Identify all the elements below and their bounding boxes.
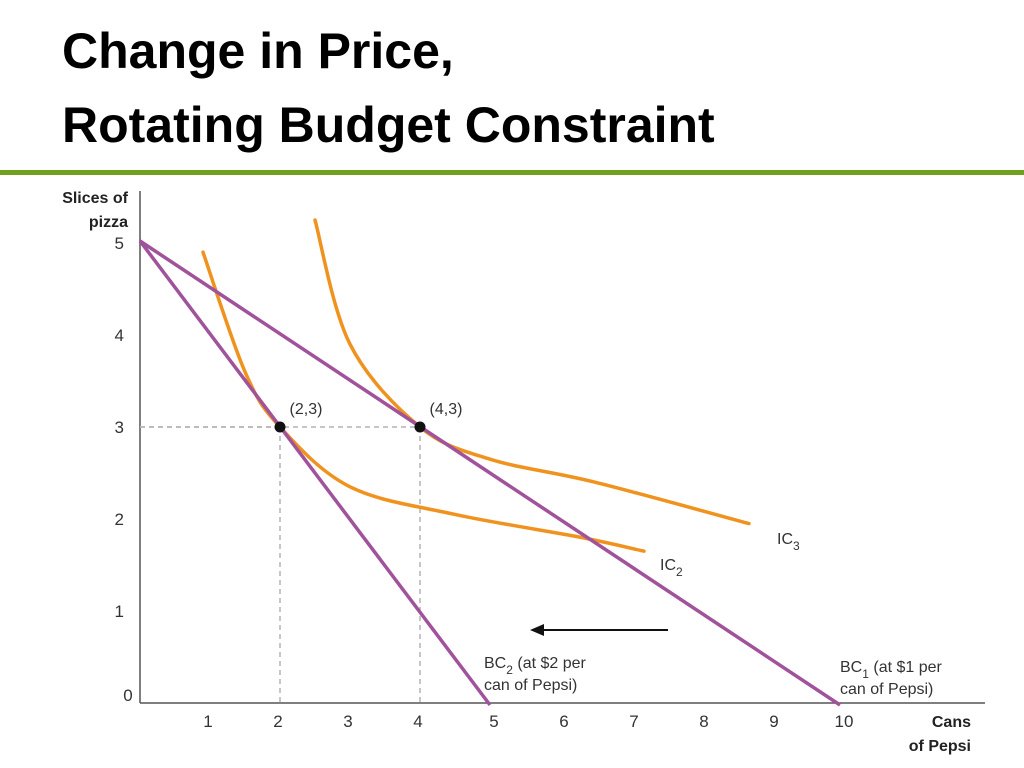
- bc1-label: $BC_1$ (at $1 per: [840, 659, 942, 681]
- y-tick-label: 2: [114, 510, 124, 529]
- indifference-curve-ic3: [315, 220, 749, 524]
- ic3-label: $IC_3$: [777, 531, 800, 553]
- x-tick-label: 2: [273, 712, 283, 731]
- y-axis-title: Slices of: [62, 190, 128, 207]
- y-tick-label: 3: [114, 418, 124, 437]
- y-tick-label: 4: [114, 326, 124, 345]
- consumption-point: [275, 422, 286, 433]
- x-tick-label: 10: [834, 712, 854, 731]
- x-axis-title: of Pepsi: [908, 738, 971, 755]
- bc1-label-line2: can of Pepsi): [840, 681, 934, 698]
- title-divider: [0, 170, 1024, 175]
- point-label: (4,3): [429, 401, 463, 418]
- bc2-label-line2: can of Pepsi): [484, 677, 578, 694]
- x-tick-label: 8: [699, 712, 709, 731]
- x-tick-label: 0: [123, 686, 133, 705]
- indifference-curve-ic2: [203, 252, 644, 551]
- slide-title: [62, 14, 715, 162]
- shift-arrow-head: [530, 624, 544, 636]
- x-tick-label: 4: [413, 712, 423, 731]
- budget-line-bc2: [140, 241, 490, 705]
- bc2-label: $BC_2$ (at $2 per: [484, 655, 586, 677]
- y-tick-label: 5: [114, 234, 124, 253]
- x-tick-label: 5: [489, 712, 499, 731]
- point-label: (2,3): [289, 401, 323, 418]
- title-line-2: Rotating Budget Constraint: [62, 97, 715, 153]
- ic2-label: $IC_2$: [660, 557, 683, 579]
- x-tick-label: 6: [559, 712, 569, 731]
- x-axis-title: Cans: [931, 714, 971, 731]
- budget-line-bc1: [140, 241, 840, 705]
- x-tick-label: 3: [343, 712, 353, 731]
- title-line-1: Change in Price,: [62, 23, 454, 79]
- y-tick-label: 1: [114, 602, 124, 621]
- x-tick-label: 9: [769, 712, 779, 731]
- x-tick-label: 1: [203, 712, 213, 731]
- x-tick-label: 7: [629, 712, 639, 731]
- budget-constraint-chart: [0, 176, 1024, 768]
- y-axis-title: pizza: [88, 214, 128, 231]
- consumption-point: [415, 422, 426, 433]
